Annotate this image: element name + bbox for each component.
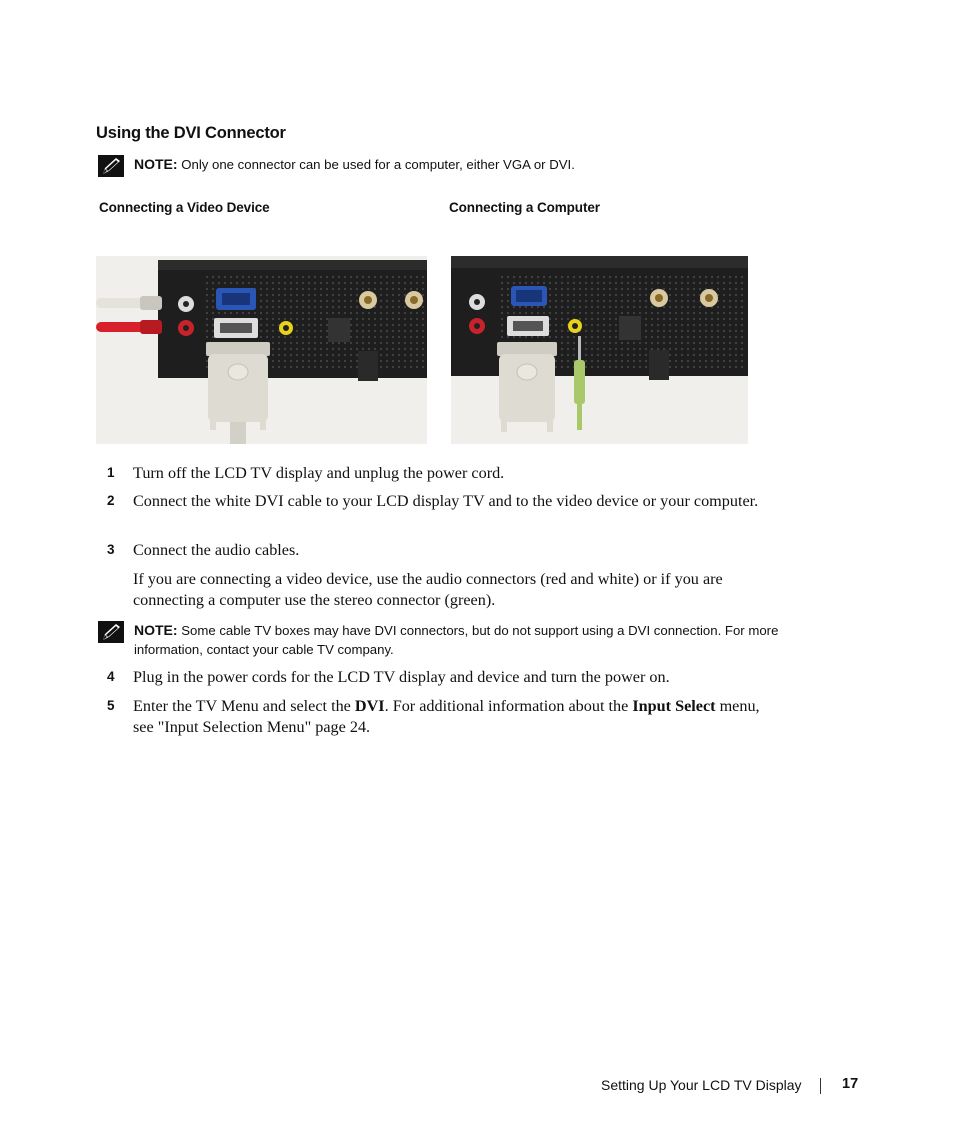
step-number: 2	[107, 493, 115, 508]
note-pencil-icon	[98, 155, 124, 177]
photo-video-device-connection	[96, 256, 427, 444]
note-1	[98, 155, 798, 177]
note-label: NOTE:	[134, 156, 178, 172]
step-text-part: . For additional information about the	[384, 697, 633, 715]
step-number: 3	[107, 542, 115, 557]
note-label: NOTE:	[134, 622, 178, 638]
photo-computer-connection	[451, 256, 748, 444]
note-pencil-icon	[98, 621, 124, 643]
step-text: Plug in the power cords for the LCD TV display and device and turn the power on.	[133, 668, 670, 686]
menu-input-select: Input Select	[632, 697, 716, 715]
figure-caption-computer: Connecting a Computer	[449, 200, 600, 215]
step-3-detail: If you are connecting a video device, use the audio connectors (red and white) or if you are connecting a computer use the stereo connector (green).	[133, 570, 723, 609]
footer-chapter-title: Setting Up Your LCD TV Display	[601, 1077, 802, 1093]
note-text: Only one connector can be used for a computer, either VGA or DVI.	[177, 157, 575, 172]
step-text-part: menu, see "Input Selection Menu" page 24.	[133, 697, 760, 736]
page-number: 17	[842, 1076, 859, 1092]
note-text: Some cable TV boxes may have DVI connectors, but do not support using a DVI connection. For more information, contact your cable TV company.	[134, 623, 779, 657]
figure-caption-video: Connecting a Video Device	[99, 200, 270, 215]
step-text-part: Enter the TV Menu and select the	[133, 697, 355, 715]
note-2	[98, 621, 798, 665]
footer-separator	[820, 1078, 821, 1094]
step-text	[133, 696, 783, 738]
step-text: Connect the white DVI cable to your LCD display TV and to the video device or your computer.	[133, 492, 759, 510]
step-text: Turn off the LCD TV display and unplug the power cord.	[133, 464, 505, 482]
step-number: 5	[107, 698, 115, 713]
section-title: Using the DVI Connector	[96, 124, 286, 142]
step-text: Connect the audio cables.	[133, 541, 300, 559]
step-number: 1	[107, 465, 115, 480]
step-number: 4	[107, 669, 115, 684]
menu-item-dvi: DVI	[354, 697, 385, 715]
